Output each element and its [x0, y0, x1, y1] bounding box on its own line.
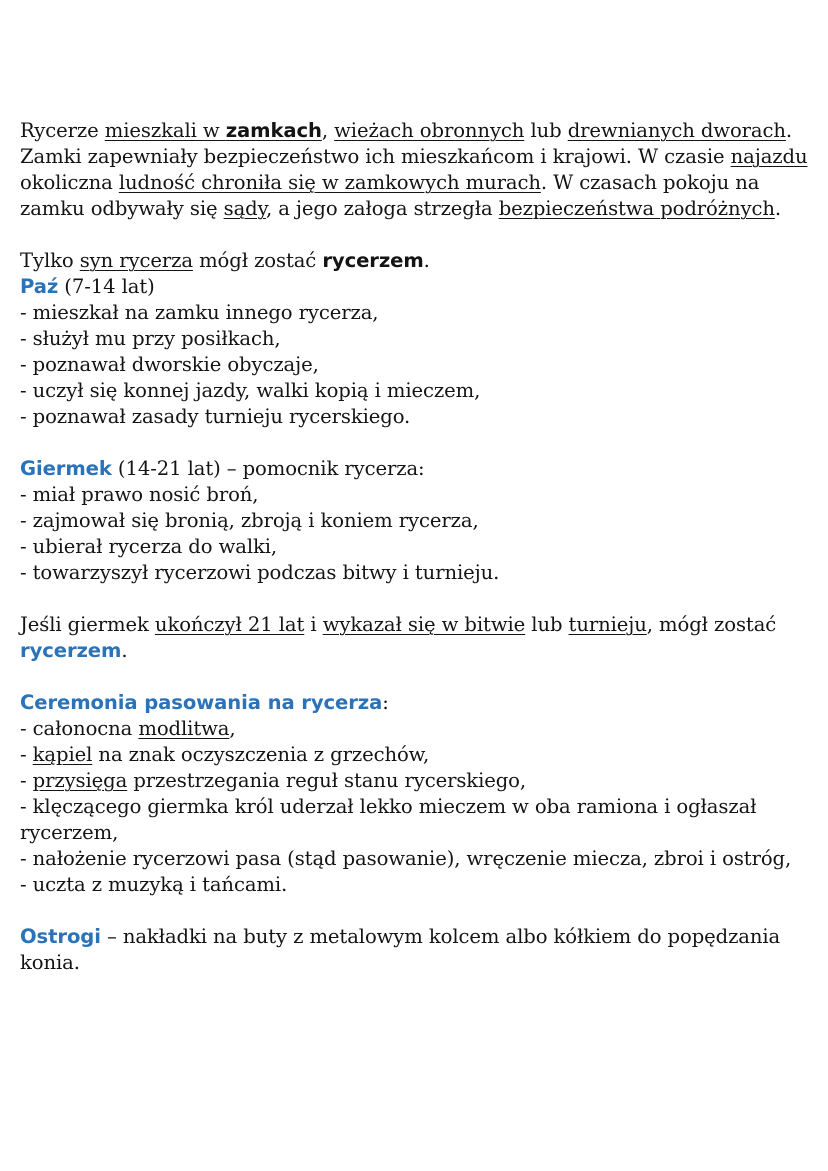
list-item: - kąpiel na znak oczyszczenia z grzechów, [20, 743, 430, 766]
ostrogi-paragraph: Ostrogi – nakładki na buty z metalowym kolcem albo kółkiem do popędzania konia. [20, 925, 781, 974]
list-item: - miał prawo nosić broń, [20, 483, 259, 506]
list-item: - towarzyszył rycerzowi podczas bitwy i turnieju. [20, 561, 500, 584]
paz-title: Paź [20, 275, 59, 298]
list-item: - zajmował się bronią, zbroją i koniem rycerza, [20, 509, 479, 532]
list-item: - poznawał zasady turnieju rycerskiego. [20, 405, 411, 428]
list-item: - przysięga przestrzegania reguł stanu rycerskiego, [20, 769, 527, 792]
ceremony-heading: Ceremonia pasowania na rycerza: [20, 691, 389, 714]
underline-mieszkali: mieszkali w zamkach [104, 119, 322, 142]
intro-paragraph: Rycerze mieszkali w zamkach, wieżach obronnych lub drewnianych dworach. Zamki zapewniały bezpieczeństwo ich mieszkańcom i krajowi. W czasie najazdu okoliczna ludność chroniła się w zamkowych murach. W czasach pokoju na zamku odbywały się sądy, a jego załoga strzegła bezpieczeństwa podróżnych. [20, 119, 808, 220]
giermek-title: Giermek [20, 457, 112, 480]
ceremony-title: Ceremonia pasowania na rycerza [20, 691, 383, 714]
list-item: - mieszkał na zamku innego rycerza, [20, 301, 379, 324]
spacer [20, 586, 810, 612]
ostrogi-title: Ostrogi [20, 925, 101, 948]
spacer [20, 222, 810, 248]
paz-heading: Paź (7-14 lat) [20, 275, 155, 298]
list-item: - nałożenie rycerzowi pasa (stąd pasowanie), wręczenie miecza, zbroi i ostróg, [20, 847, 792, 870]
list-item: - uczta z muzyką i tańcami. [20, 873, 288, 896]
document-page [20, 118, 810, 976]
spacer [20, 898, 810, 924]
promotion-paragraph: Jeśli giermek ukończył 21 lat i wykazał się w bitwie lub turnieju, mógł zostać rycerzem. [20, 613, 777, 662]
paz-section [20, 274, 810, 430]
list-item: - ubierał rycerza do walki, [20, 535, 278, 558]
ceremony-section [20, 690, 810, 898]
giermek-heading: Giermek (14-21 lat) – pomocnik rycerza: [20, 457, 425, 480]
spacer [20, 430, 810, 456]
spacer [20, 664, 810, 690]
list-item: - służył mu przy posiłkach, [20, 327, 281, 350]
giermek-section [20, 456, 810, 586]
list-item: - uczył się konnej jazdy, walki kopią i mieczem, [20, 379, 481, 402]
list-item: - klęczącego giermka król uderzał lekko mieczem w oba ramiona i ogłaszał rycerzem, [20, 795, 757, 844]
knight-origin-line: Tylko syn rycerza mógł zostać rycerzem. [20, 249, 430, 272]
list-item: - poznawał dworskie obyczaje, [20, 353, 319, 376]
list-item: - całonocna modlitwa, [20, 717, 236, 740]
